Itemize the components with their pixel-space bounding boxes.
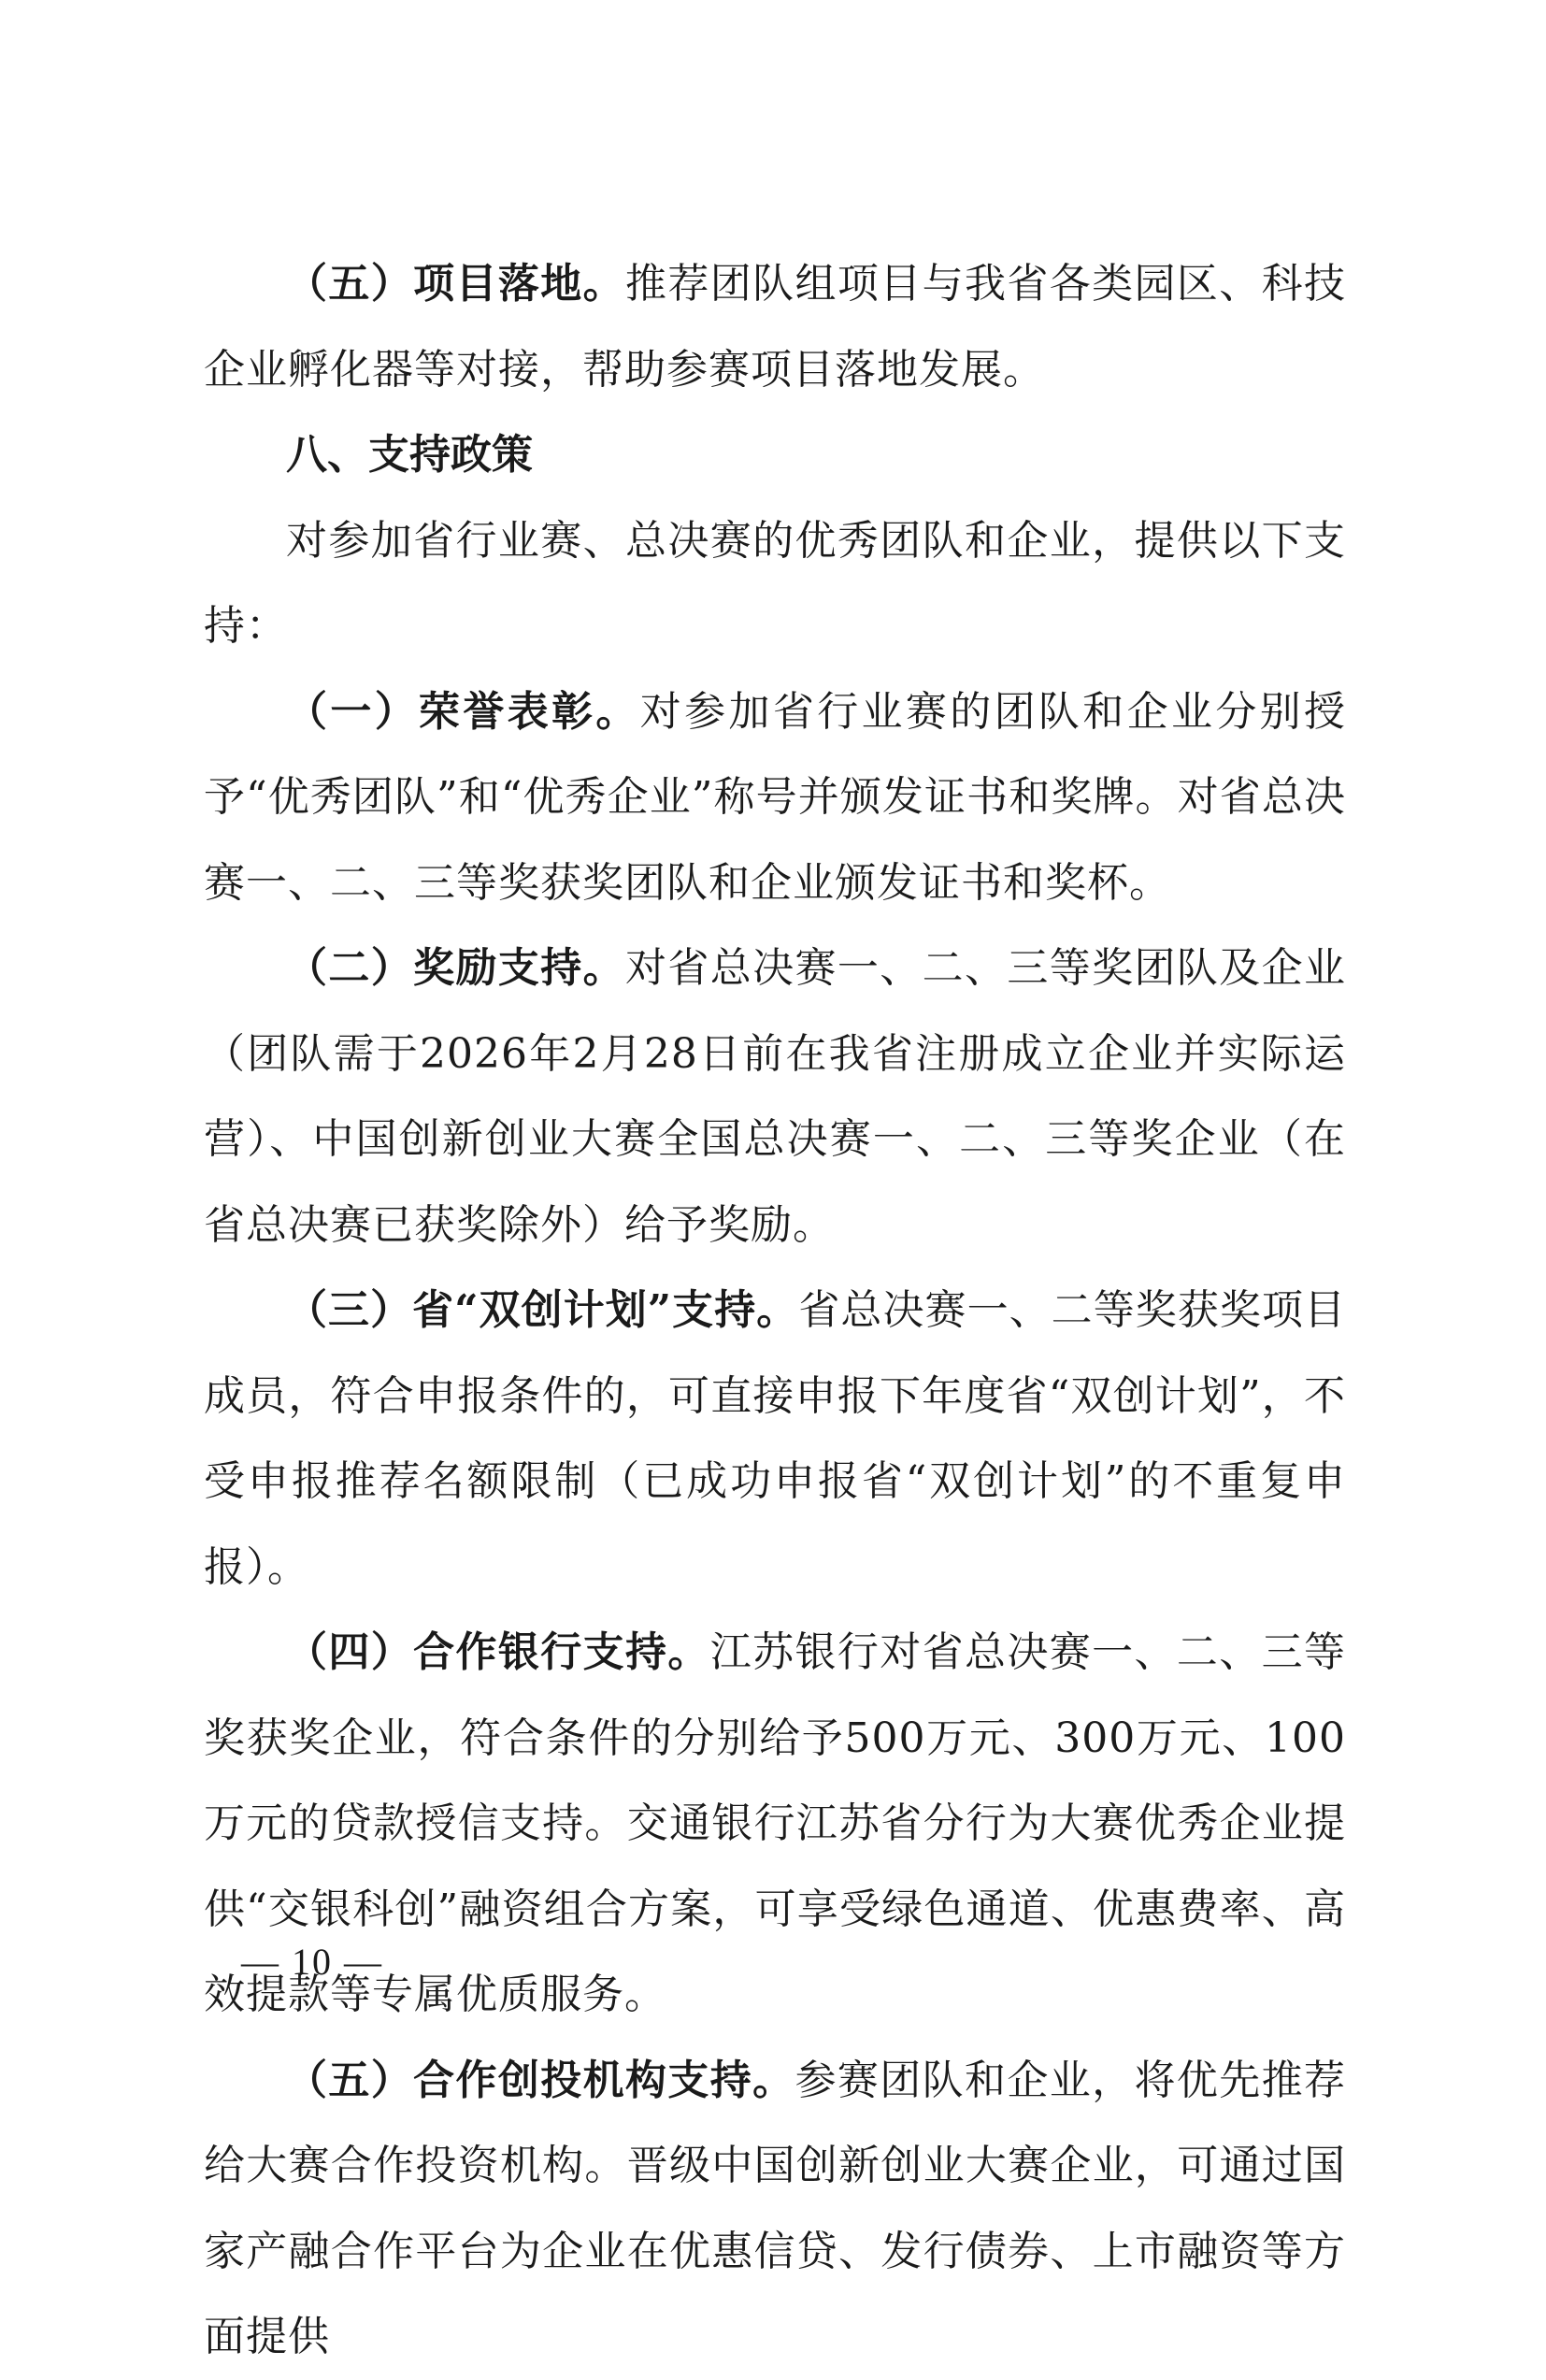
paragraph-body: 推荐团队组项目与我省各类园区、科技企业孵化器等对接，帮助参赛项目落地发展。 [204, 260, 1346, 394]
page-number: — 10 — [241, 1941, 383, 1983]
policy-body: 对省总决赛一、二、三等奖团队及企业（团队需于2026年2月28日前在我省注册成立企业并实际运营）、中国创新创业大赛全国总决赛一、二、三等奖企业（在省总决赛已获奖除外）给予奖励。 [204, 944, 1346, 1249]
policy-lead: （五）合作创投机构支持。 [286, 2056, 795, 2104]
paragraph-lead: （五）项目落地。 [286, 260, 625, 308]
policy-honor [204, 669, 1346, 926]
policy-lead: （一）荣誉表彰。 [286, 687, 640, 736]
policy-reward [204, 925, 1346, 1268]
policy-body: 对参加省行业赛的团队和企业分别授予“优秀团队”和“优秀企业”称号并颁发证书和奖牌。对省总决赛一、二、三等奖获奖团队和企业颁发证书和奖杯。 [204, 687, 1347, 907]
section-intro: 对参加省行业赛、总决赛的优秀团队和企业，提供以下支持： [204, 516, 1346, 650]
policy-body: 参赛团队和企业，将优先推荐给大赛合作投资机构。晋级中国创新创业大赛企业，可通过国家产融合作平台为企业在优惠信贷、发行债券、上市融资等方面提供 [204, 2056, 1346, 2360]
policy-body: 江苏银行对省总决赛一、二、三等奖获奖企业，符合条件的分别给予500万元、300万元、100万元的贷款授信支持。交通银行江苏省分行为大赛优秀企业提供“交银科创”融资组合方案，可享受绿色通道、优惠费率、高效提款等专属优质服务。 [204, 1628, 1346, 2018]
policy-body: 省总决赛一、二等奖获奖项目成员，符合申报条件的，可直接申报下年度省“双创计划”，不受申报推荐名额限制（已成功申报省“双创计划”的不重复申报）。 [204, 1286, 1347, 1591]
paragraph-project-landing [204, 241, 1346, 412]
policy-lead: （四）合作银行支持。 [286, 1628, 710, 1676]
policy-lead: （三）省“双创计划”支持。 [286, 1286, 799, 1334]
policy-venture-support [204, 2038, 1346, 2380]
document-body [204, 241, 1346, 2380]
section-heading: 八、支持政策 [286, 431, 533, 479]
policy-dual-innovation [204, 1268, 1346, 1610]
policy-lead: （二）奖励支持。 [286, 944, 625, 992]
